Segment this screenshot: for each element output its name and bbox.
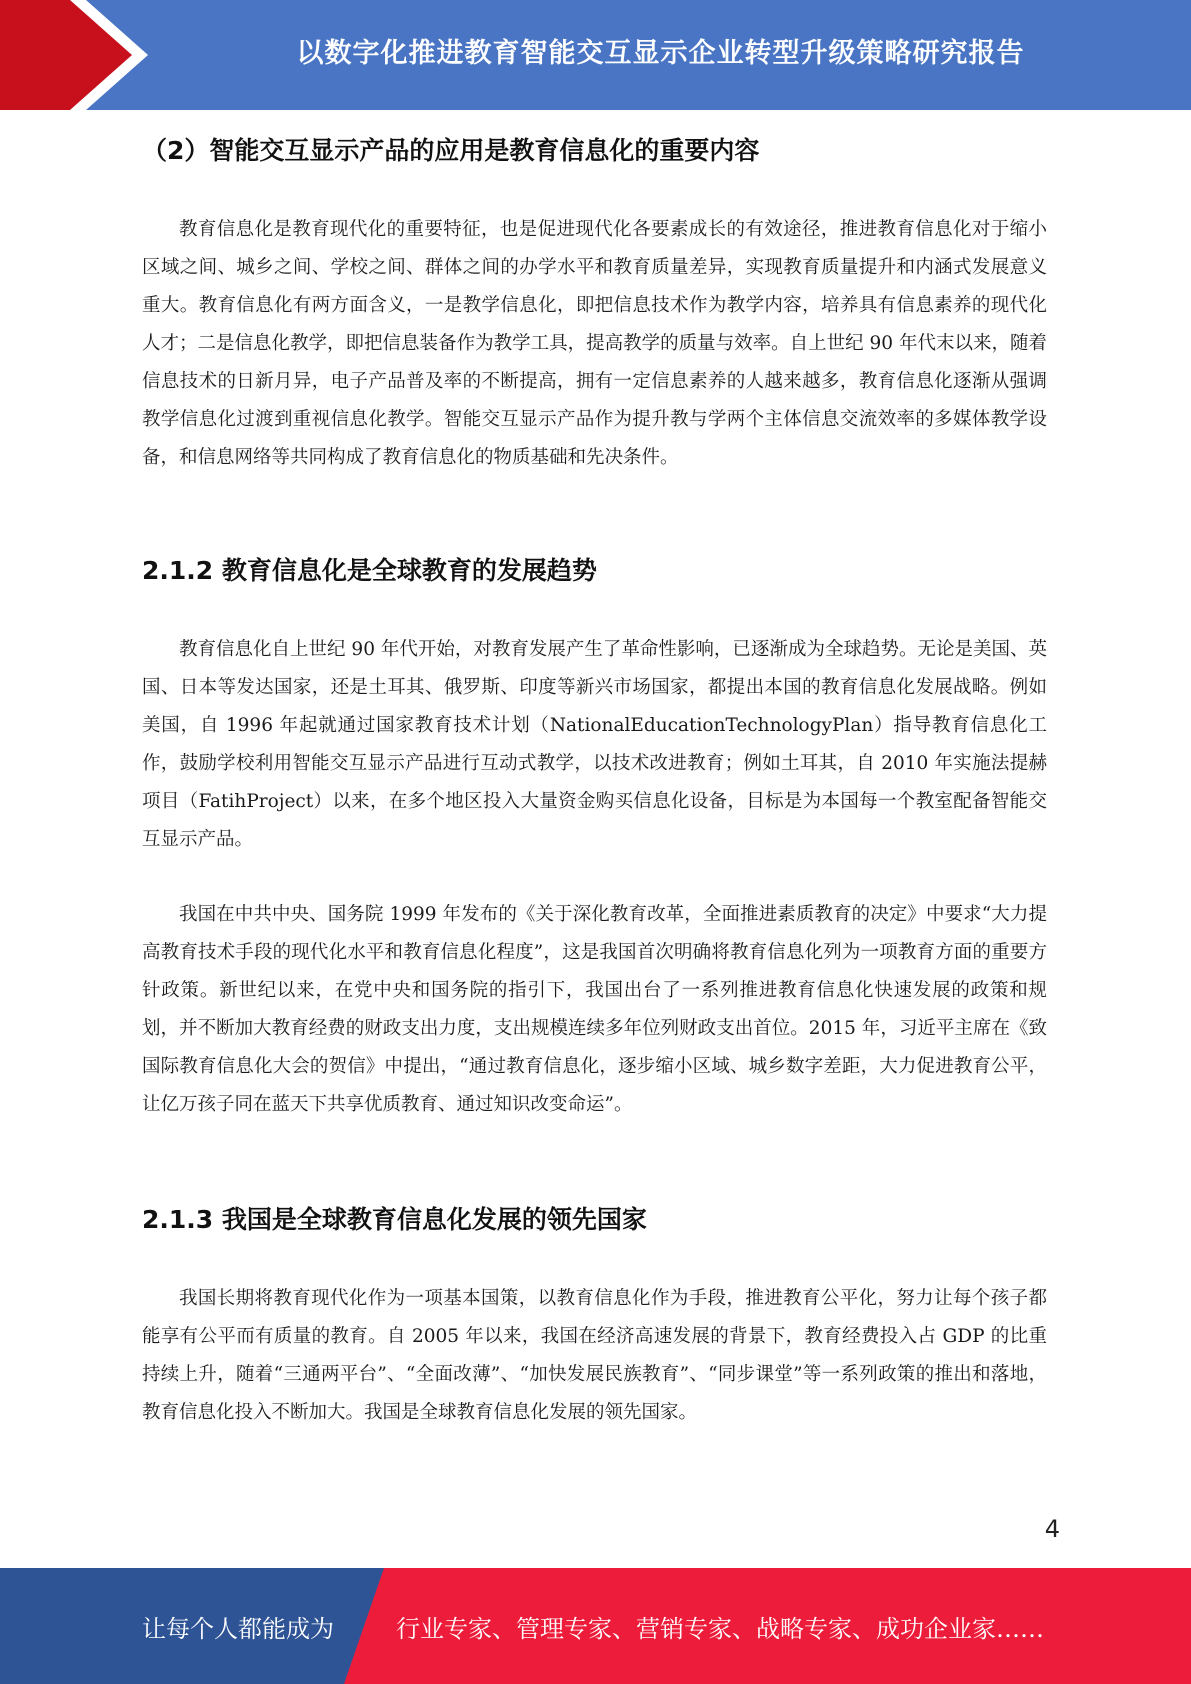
footer-slogan-left: 让每个人都能成为 [142,1614,334,1643]
page-number: 4 [1044,1515,1060,1543]
section-heading: 2.1.3 我国是全球教育信息化发展的领先国家 [142,1205,647,1234]
page-footer [0,1568,1191,1684]
body-paragraph: 我国在中共中央、国务院 1999 年发布的《关于深化教育改革，全面推进素质教育的决定》中要求“大力提高教育技术手段的现代化水平和教育信息化程度”，这是我国首次明确将教育信息化列为一项教育方面的重要方针政策。新世纪以来，在党中央和国务院的指引下，我国出台了一系列推进教育信息化快速发展的政策和规划，并不断加大教育经费的财政支出力度，支出规模连续多年位列财政支出首位。2015 年，习近平主席在《致国际教育信息化大会的贺信》中提出，“通过教育信息化，逐步缩小区域、城乡数字差距，大力促进教育公平，让亿万孩子同在蓝天下共享优质教育、通过知识改变命运”。 [142,904,1047,1115]
body-paragraph: 教育信息化是教育现代化的重要特征，也是促进现代化各要素成长的有效途径，推进教育信息化对于缩小区域之间、城乡之间、学校之间、群体之间的办学水平和教育质量差异，实现教育质量提升和内涵式发展意义重大。教育信息化有两方面含义，一是教学信息化，即把信息技术作为教学内容，培养具有信息素养的现代化人才；二是信息化教学，即把信息装备作为教学工具，提高教学的质量与效率。自上世纪 90 年代末以来，随着信息技术的日新月异，电子产品普及率的不断提高，拥有一定信息素养的人越来越多，教育信息化逐渐从强调教学信息化过渡到重视信息化教学。智能交互显示产品作为提升教与学两个主体信息交流效率的多媒体教学设备，和信息网络等共同构成了教育信息化的物质基础和先决条件。 [142,219,1047,468]
section-heading: （2）智能交互显示产品的应用是教育信息化的重要内容 [142,136,760,165]
section-heading: 2.1.2 教育信息化是全球教育的发展趋势 [142,556,597,585]
body-paragraph: 我国长期将教育现代化作为一项基本国策，以教育信息化作为手段，推进教育公平化，努力让每个孩子都能享有公平而有质量的教育。自 2005 年以来，我国在经济高速发展的背景下，教育经费投入占 GDP 的比重持续上升，随着“三通两平台”、“全面改薄”、“加快发展民族教育”、“同步课堂”等一系列政策的推出和落地，教育信息化投入不断加大。我国是全球教育信息化发展的领先国家。 [142,1288,1047,1423]
page-header [0,0,1191,110]
body-paragraph: 教育信息化自上世纪 90 年代开始，对教育发展产生了革命性影响，已逐渐成为全球趋势。无论是美国、英国、日本等发达国家，还是土耳其、俄罗斯、印度等新兴市场国家，都提出本国的教育信息化发展战略。例如美国，自 1996 年起就通过国家教育技术计划（NationalEducationTechnologyPlan）指导教育信息化工作，鼓励学校利用智能交互显示产品进行互动式教学，以技术改进教育；例如土耳其，自 2010 年实施法提赫项目（FatihProject）以来，在多个地区投入大量资金购买信息化设备，目标是为本国每一个教室配备智能交互显示产品。 [142,639,1047,850]
footer-slogan-right: 行业专家、管理专家、营销专家、战略专家、成功企业家…… [396,1614,1044,1643]
report-title: 以数字化推进教育智能交互显示企业转型升级策略研究报告 [296,37,1025,69]
